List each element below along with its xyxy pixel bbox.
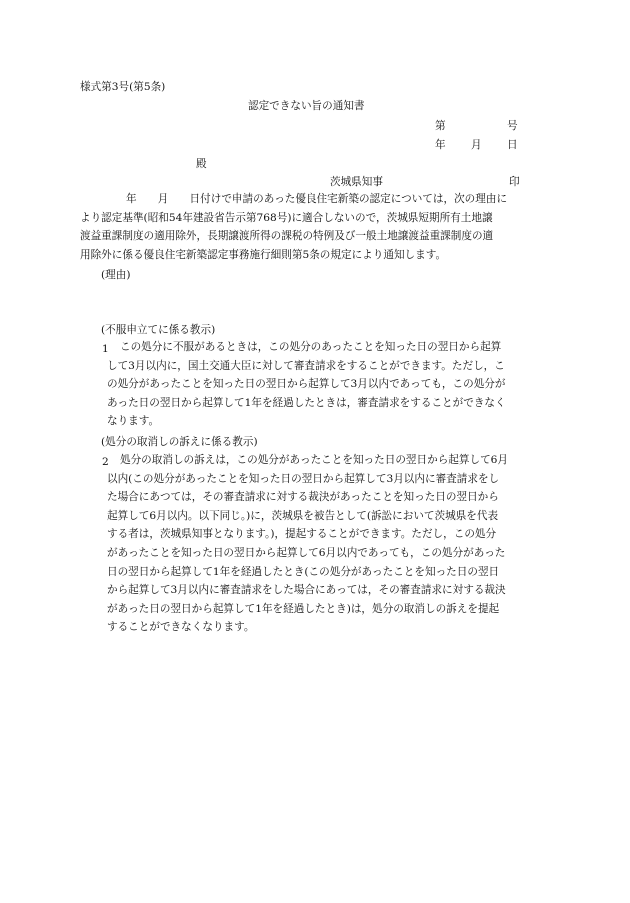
objection-line: あった日の翌日から起算して1年を経過したときは，審査請求をすることができなく (107, 396, 506, 409)
objection-line: の処分があったことを知った日の翌日から起算して3月以内であっても，この処分が (107, 378, 506, 391)
revocation-line: 日の翌日から起算して1年を経過したとき(この処分があったことを知った日の翌日 (107, 565, 500, 578)
revocation-line: 処分の取消しの訴えは，この処分があったことを知った日の翌日から起算して6月 (120, 454, 509, 466)
body-line: 渡益重課制度の適用除外，長期譲渡所得の課税の特例及び一般土地譲渡益重課制度の適 (80, 230, 494, 243)
objection-line: この処分に不服があるときは，この処分のあったことを知った日の翌日から起算 (120, 341, 502, 353)
sender-seal: 印 (509, 176, 520, 188)
number-prefix: 第 (435, 120, 446, 132)
revocation-line: た場合にあつては，その審査請求に対する裁決があったことを知った日の翌日から (107, 491, 499, 504)
date-day: 日 (507, 139, 518, 151)
objection-heading: (不服申立てに係る教示) (101, 324, 216, 336)
revocation-line: する者は，茨城県知事となります。)，提起することができます。ただし，この処分 (107, 528, 497, 541)
reason-heading: (理由) (101, 269, 131, 281)
date-year: 年 (435, 139, 446, 151)
revocation-line: があったことを知った日の翌日から起算して6月以内であっても，この処分があった (107, 546, 506, 559)
form-number: 様式第3号(第5条) (80, 81, 166, 93)
number-suffix: 号 (507, 120, 518, 132)
body-text (80, 190, 507, 264)
objection-item-number: 1 (102, 343, 109, 355)
revocation-item-number: 2 (102, 456, 109, 468)
revocation-line: 以内(この処分があったことを知った日の翌日から起算して3月以内に審査請求をし (107, 472, 500, 485)
sender-name: 茨城県知事 (330, 176, 383, 188)
revocation-line: があった日の翌日から起算して1年を経過したとき)は，処分の取消しの訴えを提起 (107, 602, 500, 615)
objection-text (107, 338, 506, 431)
date-month: 月 (471, 139, 482, 151)
revocation-line: 起算して6月以内。以下同じ。)に，茨城県を被告として(訴訟において茨城県を代表 (107, 509, 499, 522)
revocation-heading: (処分の取消しの訴えに係る教示) (101, 436, 258, 448)
document-title: 認定できない旨の通知書 (248, 100, 365, 112)
revocation-line: から起算して3月以内に審査請求をした場合にあっては，その審査請求に対する裁決 (107, 584, 506, 597)
addressee-suffix: 殿 (196, 158, 207, 170)
objection-line: なります。 (107, 415, 160, 428)
body-line: 用除外に係る優良住宅新築認定事務施行細則第5条の規定により通知します。 (80, 248, 447, 261)
body-line: 年 月 日付けで申請のあった優良住宅新築の認定については，次の理由に (126, 193, 508, 205)
revocation-line: することができなくなります。 (107, 621, 255, 634)
revocation-text (107, 451, 509, 637)
body-line: より認定基準(昭和54年建設省告示第768号)に適合しないので，茨城県短期所有土地譲 (80, 211, 493, 224)
objection-line: して3月以内に，国土交通大臣に対して審査請求をすることができます。ただし，こ (107, 359, 505, 372)
